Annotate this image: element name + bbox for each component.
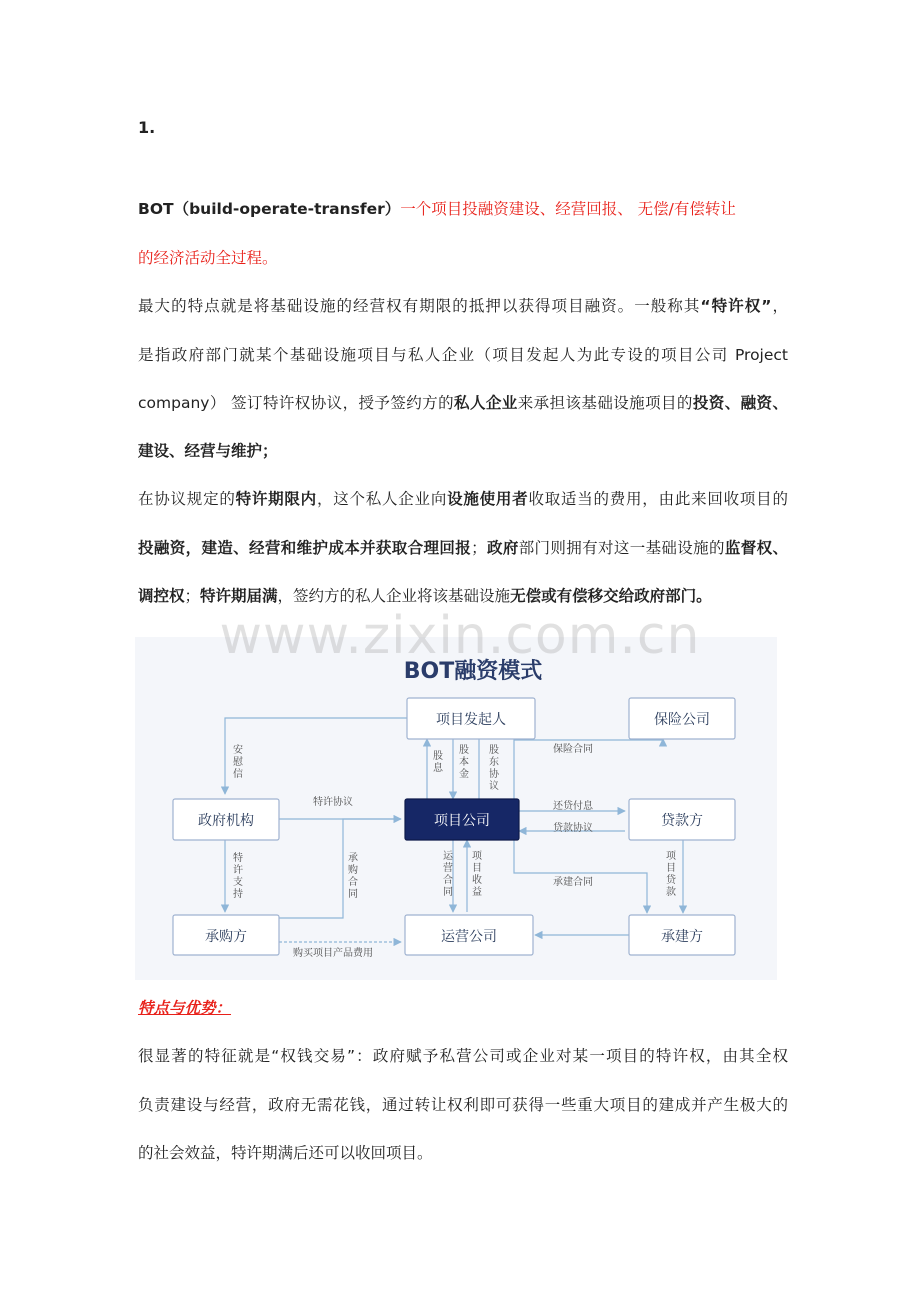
node-insurer <box>629 698 735 739</box>
node-government <box>173 799 279 840</box>
section2-line-2: 负责建设与经营，政府无需花钱，通过转让权利即可获得一些重大项目的建成并产生极大的 <box>138 1096 788 1114</box>
para1-line-3: company） 签订特许权协议，授予签约方的私人企业来承担该基础设施项目的投资、融资、 <box>138 394 788 412</box>
label-concession-agreement: 特许协议 <box>313 797 353 808</box>
node-contractor <box>629 915 735 955</box>
svg-text:承购方: 承购方 <box>205 929 247 945</box>
label-construction-contract: 承建合同 <box>553 877 593 888</box>
bot-term: BOT（build-operate-transfer） <box>138 200 401 218</box>
label-repayment: 还贷付息 <box>553 801 593 812</box>
label-purchase-fee: 购买项目产品费用 <box>293 948 373 959</box>
section-title-features: 特点与优势： <box>138 999 232 1017</box>
label-purchase-contract: 承购合同 <box>348 853 358 900</box>
para1-line-2: 是指政府部门就某个基础设施项目与私人企业（项目发起人为此专设的项目公司 Project <box>138 346 788 364</box>
node-operator <box>405 915 533 955</box>
diagram-title: BOT融资模式 <box>403 659 543 684</box>
bot-definition: 一个项目投融资建设、经营回报、 无偿/有偿转让 <box>400 200 736 218</box>
svg-text:项目发起人: 项目发起人 <box>436 712 506 728</box>
arrow-comfort-letter <box>225 718 407 794</box>
line-purchase-contract <box>279 819 401 918</box>
label-comfort-letter: 安慰信 <box>233 745 243 780</box>
node-purchaser <box>173 915 279 955</box>
svg-text:项目公司: 项目公司 <box>434 813 490 829</box>
svg-text:保险公司: 保险公司 <box>654 712 710 728</box>
label-project-loan: 项目贷款 <box>666 851 676 898</box>
para1-line-1: 最大的特点就是将基础设施的经营权有期限的抵押以获得项目融资。一般称其“特许权”， <box>138 297 788 315</box>
para2-line-3: 调控权；特许期届满，签约方的私人企业将该基础设施无偿或有偿移交给政府部门。 <box>138 587 712 605</box>
label-equity: 股本金 <box>459 745 469 780</box>
svg-text:运营公司: 运营公司 <box>441 929 497 945</box>
label-dividend: 股息 <box>433 751 443 774</box>
label-insurance-contract: 保险合同 <box>553 744 593 755</box>
para2-line-2: 投融资，建造、经营和维护成本并获取合理回报；政府部门则拥有对这一基础设施的监督权、 <box>138 539 788 557</box>
label-project-revenue: 项目收益 <box>472 851 482 898</box>
bot-financing-diagram <box>135 637 777 980</box>
section-number: 1. <box>138 118 156 137</box>
label-loan-agreement: 贷款协议 <box>553 823 593 834</box>
para1-line-4: 建设、经营与维护； <box>138 442 278 460</box>
watermark: www.zixin.com.cn <box>219 606 701 666</box>
node-lender <box>629 799 735 840</box>
intro-line-1 <box>138 199 788 219</box>
section2-line-1: 很显著的特征就是“权钱交易”：政府赋予私营公司或企业对某一项目的特许权，由其全权 <box>138 1047 788 1065</box>
svg-text:贷款方: 贷款方 <box>661 813 703 829</box>
label-concession-support: 特许支持 <box>233 853 243 900</box>
label-shareholder-agreement: 股东协议 <box>489 745 499 792</box>
section2-line-3: 的社会效益，特许期满后还可以收回项目。 <box>138 1144 433 1162</box>
para2-line-1: 在协议规定的特许期限内，这个私人企业向设施使用者收取适当的费用，由此来回收项目的 <box>138 490 788 508</box>
diagram-canvas <box>135 637 777 980</box>
node-sponsor <box>407 698 535 739</box>
svg-text:政府机构: 政府机构 <box>198 813 254 829</box>
intro-line-2: 的经济活动全过程。 <box>138 249 278 267</box>
svg-text:承建方: 承建方 <box>661 929 703 945</box>
node-project-company <box>405 799 519 840</box>
label-operating-contract: 运营合同 <box>443 851 453 898</box>
